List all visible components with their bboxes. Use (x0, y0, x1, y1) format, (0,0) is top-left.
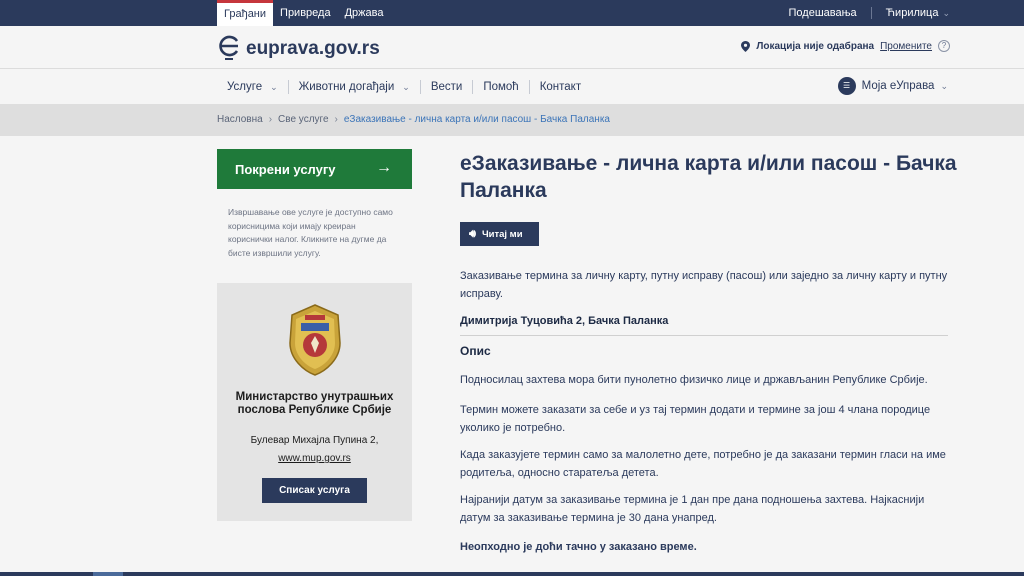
description-heading: Опис (460, 344, 491, 358)
service-note: Извршавање ове услуге је доступно само корисницима који имају креиран кориснички налог. Кликните на дугме да бисте извршили услугу. (228, 207, 393, 258)
nav-item-life-events[interactable] (289, 81, 420, 93)
chevron-right-icon: › (268, 114, 273, 125)
nav-item-news[interactable] (421, 81, 473, 93)
script-label: Ћирилица (885, 7, 939, 19)
page-title: еЗаказивање - лична карта и/или пасош - Бачка Паланка (460, 152, 957, 202)
nav-item-services[interactable] (217, 81, 288, 93)
chevron-down-icon: ⌄ (270, 81, 278, 92)
settings-link[interactable]: Подешавања (788, 7, 857, 19)
audience-tabs (217, 0, 390, 26)
institution-card (217, 283, 412, 521)
description-paragraph: Када заказујете термин само за малолетно дете, потребно је да заказани термин гласи на име родитеља, односно старатеља детета. (460, 449, 946, 479)
institution-website-link[interactable]: www.mup.gov.rs (278, 453, 351, 464)
nav-label: Контакт (539, 81, 582, 93)
breadcrumb-current: еЗаказивање - лична карта и/или пасош - Бачка Паланка (343, 114, 610, 125)
service-intro: Заказивање термина за личну карту, путну исправу (пасош) или заједно за личну карту и путну исправу. (460, 270, 948, 300)
location-selector (741, 40, 950, 52)
divider (871, 7, 872, 19)
description-paragraph: Подносилац захтева мора бити пунолетно физичко лице и држављанин Републике Србије. (460, 374, 928, 386)
start-service-button[interactable] (217, 149, 412, 189)
nav-label: Услуге (227, 81, 263, 93)
read-aloud-label: Читај ми (481, 228, 523, 240)
account-menu[interactable] (838, 77, 948, 95)
top-bar-right (789, 0, 951, 26)
top-bar (0, 0, 1024, 26)
bottom-bar (0, 572, 1024, 576)
chevron-right-icon: › (334, 114, 338, 125)
account-label: Моја еУправа (861, 80, 935, 92)
description-paragraph: Неопходно је доћи тачно у заказано време. (460, 541, 697, 553)
institution-name: Министарство унутрашњих послова Републике Србије (235, 391, 394, 416)
chevron-down-icon: ⌄ (402, 81, 410, 92)
nav-item-help[interactable] (473, 81, 528, 93)
tab-citizens[interactable]: Грађани (217, 0, 273, 26)
read-aloud-button[interactable] (460, 222, 539, 246)
services-list-button[interactable]: Списак услуга (262, 478, 367, 503)
nav-items (217, 69, 591, 105)
nav-label: Вести (430, 81, 463, 93)
speaker-icon: 🔊︎ (469, 227, 476, 240)
script-selector[interactable] (886, 7, 950, 19)
nav-label: Животни догађаји (298, 81, 395, 93)
breadcrumb (217, 114, 610, 125)
help-icon[interactable]: ? (938, 40, 950, 52)
scroll-indicator (93, 572, 123, 576)
service-address: Димитрија Туцовића 2, Бачка Паланка (460, 315, 948, 336)
chevron-down-icon: ⌄ (940, 80, 948, 91)
logo-icon (217, 32, 241, 62)
chevron-down-icon: ⌄ (942, 7, 950, 18)
breadcrumb-bar (0, 104, 1024, 136)
description-paragraph: Најранији датум за заказивање термина је 1 дан пре дана подношења захтева. Најкаснији датум за заказивање термина је 30 дана унапред. (460, 494, 925, 524)
arrow-right-icon: → (376, 159, 392, 176)
description-paragraph: Термин можете заказати за себе и уз тај термин додати и термине за још 4 члана породице уколико је потребно. (460, 404, 931, 434)
location-pin-icon (741, 41, 750, 52)
location-label: Локација није одабрана (756, 40, 875, 52)
ministry-emblem-icon (286, 303, 344, 377)
nav-label: Помоћ (483, 81, 519, 93)
tab-business[interactable]: Привреда (280, 7, 331, 19)
user-avatar-icon: ☰ (838, 77, 856, 95)
breadcrumb-all-services[interactable]: Све услуге (278, 114, 329, 125)
tab-state[interactable]: Држава (344, 7, 384, 19)
main-nav (0, 68, 1024, 104)
location-change-link[interactable]: Промените (880, 40, 932, 52)
site-header (0, 26, 1024, 68)
start-service-label: Покрени услугу (235, 161, 336, 177)
logo-text: euprava.gov.rs (246, 38, 380, 59)
nav-item-contact[interactable] (530, 81, 591, 93)
institution-address: Булевар Михајла Пупина 2, (250, 435, 379, 446)
breadcrumb-home[interactable]: Насловна (217, 114, 263, 125)
site-logo[interactable] (217, 32, 380, 62)
